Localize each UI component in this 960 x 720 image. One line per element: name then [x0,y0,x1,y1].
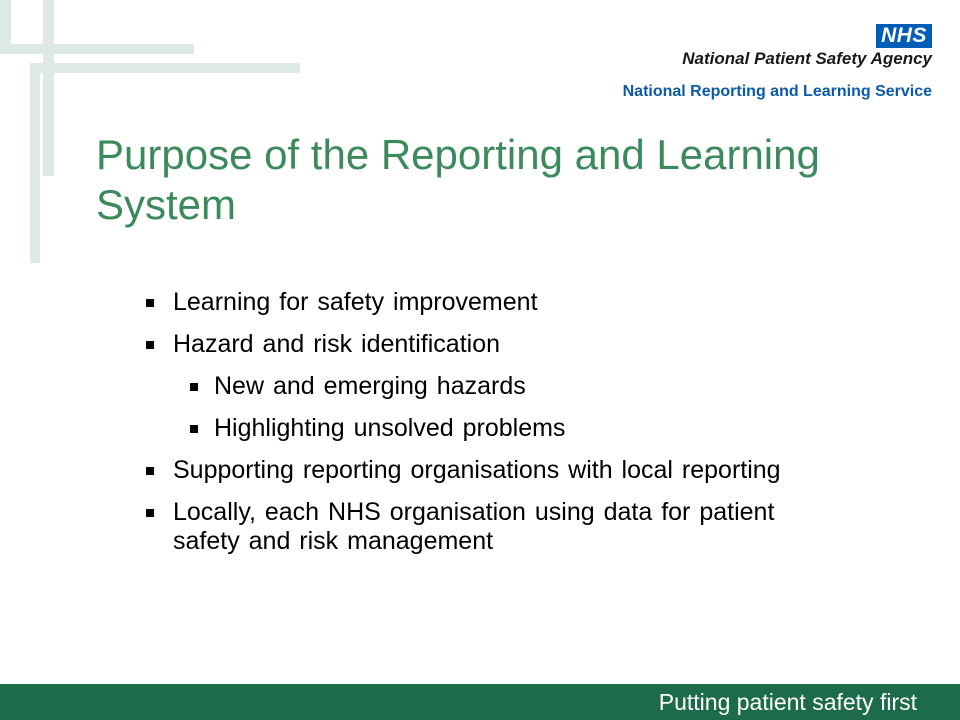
decorative-line [0,44,194,54]
decorative-line [30,63,300,73]
decorative-line [43,0,54,176]
bullet-text: Supporting reporting organisations with local reporting [173,456,781,484]
sub-bullet-item [188,414,844,443]
bullet-item [144,456,844,485]
sub-bullet-item [188,372,844,401]
decorative-line [30,63,40,263]
square-bullet-icon [190,425,198,433]
square-bullet-icon [146,341,154,349]
bullet-item [144,330,844,359]
bullet-item [144,498,844,556]
agency-name: National Patient Safety Agency [682,49,932,68]
nhs-logo [572,24,932,104]
slide-title: Purpose of the Reporting and Learning System [96,131,820,228]
bullet-item [144,288,844,317]
service-name: National Reporting and Learning Service [622,83,932,100]
square-bullet-icon [146,467,154,475]
bullet-text: New and emerging hazards [214,372,526,400]
nhs-logo-badge: NHS [876,24,932,48]
square-bullet-icon [190,383,198,391]
bullet-text: Hazard and risk identification [173,330,500,358]
footer-tagline: Putting patient safety first [658,689,917,715]
bullet-text: Highlighting unsolved problems [214,414,566,442]
footer-bar [0,684,960,720]
square-bullet-icon [146,509,154,517]
bullet-list [144,288,844,569]
bullet-text: Learning for safety improvement [173,288,538,316]
bullet-text: Locally, each NHS organisation using data for patient safety and risk management [173,498,775,555]
square-bullet-icon [146,299,154,307]
decorative-line [0,0,11,50]
